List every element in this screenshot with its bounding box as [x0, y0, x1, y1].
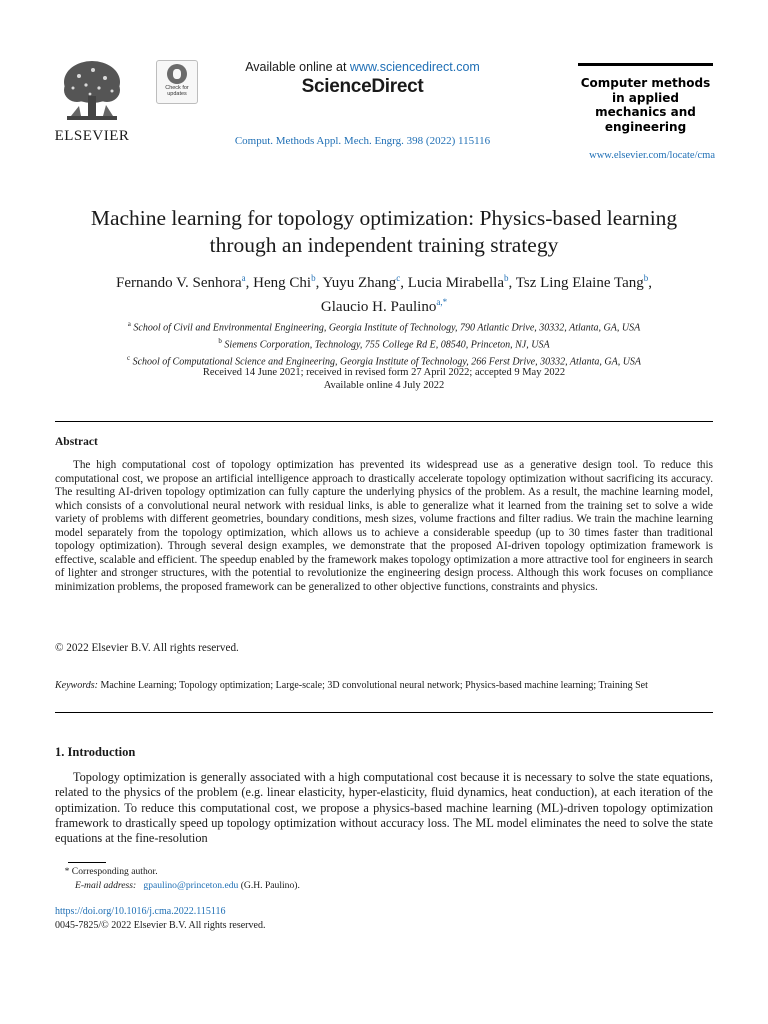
author-name[interactable]: Tsz Ling Elaine Tang	[515, 275, 644, 291]
abstract-heading: Abstract	[55, 436, 98, 448]
sciencedirect-wordmark: ScienceDirect	[301, 76, 424, 97]
elsevier-tree-logo	[59, 58, 125, 126]
affiliations	[40, 318, 728, 368]
email-link[interactable]: gpaulino@princeton.edu	[143, 880, 239, 891]
author-affiliation-mark[interactable]: b	[311, 273, 316, 283]
author-affiliation-mark[interactable]: a,*	[436, 297, 448, 307]
affiliation-mark: a	[127, 320, 131, 328]
journal-title-line: Computer methods	[580, 76, 711, 90]
affiliation-text: School of Computational Science and Engineering, Georgia Institute of Technology, 266 Ferst Drive, 30332, Atlanta, GA, USA	[132, 355, 642, 367]
journal-title-line: in applied	[611, 90, 680, 105]
footnote-mark: *	[64, 866, 70, 877]
author-name[interactable]: Glaucio H. Paulino	[320, 299, 437, 315]
elsevier-logo	[52, 58, 132, 145]
journal-title-bar	[578, 63, 713, 66]
sciencedirect-link[interactable]: www.sciencedirect.com	[349, 60, 480, 74]
check-for-updates-badge[interactable]	[156, 60, 198, 104]
available-prefix: Available online at	[245, 60, 347, 74]
doi-link[interactable]: https://doi.org/10.1016/j.cma.2022.115116	[55, 906, 226, 917]
introduction-body: Topology optimization is generally associated with a high computational cost because it is necessary to solve the state equations, related to the physics of the problem (e.g. linear elasticity, hyper-elasticity, fluid dynamics, heat conduction), at each iteration of the optimization. To reduce this computational cost, we propose a physics-based machine learning (ML)-driven topology optimization framework to drastically speed up topology optimization without accuracy loss. The ML model eliminates the need to solve the state equations at the fine-resolution	[55, 770, 713, 846]
issn-copyright: 0045-7825/© 2022 Elsevier B.V. All rights reserved.	[55, 920, 266, 931]
elsevier-wordmark: ELSEVIER	[54, 128, 130, 144]
author-name[interactable]: Yuyu Zhang	[322, 275, 397, 291]
received-dates: Received 14 June 2021; received in revised form 27 April 2022; accepted 9 May 2022	[202, 367, 566, 378]
author-list: Fernando V. Senhora$^a$, Heng Chi$^b$, Yuyu Zhang$^c$, Lucia Mirabella$^b$, Tsz Ling Elaine Tang$^b$, Glaucio H. Paulino$^{a,*}$	[115, 273, 653, 315]
author-affiliation-mark[interactable]: c	[396, 273, 401, 283]
abstract-body: The high computational cost of topology optimization has prevented its widespread use as a generative design tool. To reduce this computational cost, we propose an artificial intelligence approach to drastically accelerate topology optimization without sacrificing its accuracy. The resulting AI-driven topology optimization can fully capture the underlying physics of the problem. As a result, the machine learning model, which consists of a convolutional neural network with residual links, is able to generalize what it learned from the training set to solve a wide variety of problems with different geometries, boundary conditions, mesh sizes, volume fractions and filter radius. We train the machine learning model separately from the topology optimization, which allows us to achieve a considerable speedup (up to 30 times faster than traditional topology optimization). Through several design examples, we demonstrate that the proposed AI-driven topology optimization framework is effective, scalable and efficient. The speedup enabled by the framework makes topology optimization a more attractive tool for engineers in search of lighter and stronger structures, with the potential to revolutionize the engineering design process. Although this work focuses on compliance minimization problems, the proposed framework can be generalized to other objective functions, constraints and physics.	[55, 459, 713, 593]
check-for-updates-icon	[167, 64, 187, 84]
journal-url-link[interactable]: www.elsevier.com/locate/cma	[589, 150, 715, 161]
footnote-corresponding-text: Corresponding author.	[71, 866, 158, 877]
affiliation-mark: c	[126, 353, 131, 362]
article-title	[40, 205, 728, 259]
author-affiliation-mark[interactable]: a	[241, 273, 246, 283]
keywords	[55, 680, 713, 693]
keywords-text: Machine Learning; Topology optimization; Large-scale; 3D convolutional neural network; Physics-based machine learning; Training Set	[100, 680, 648, 691]
author-name[interactable]: Lucia Mirabella	[407, 275, 505, 291]
footnote-rule	[68, 862, 106, 863]
author-name[interactable]: Fernando V. Senhora	[115, 275, 242, 291]
affiliation-text: School of Civil and Environmental Engineering, Georgia Institute of Technology, 790 Atlantic Drive, 30332, Atlanta, GA, USA	[133, 322, 641, 334]
affiliation-item	[40, 318, 728, 335]
journal-title-line: mechanics and	[595, 105, 696, 119]
citation-line[interactable]: Comput. Methods Appl. Mech. Engrg. 398 (2022) 115116	[234, 135, 491, 147]
available-online-date: Available online 4 July 2022	[323, 380, 445, 391]
email-label: E-mail address:	[75, 880, 137, 891]
email-suffix: (G.H. Paulino).	[240, 880, 300, 891]
journal-title	[578, 76, 713, 134]
author-affiliation-mark[interactable]: b	[504, 273, 509, 283]
article-title-line1: Machine learning for topology optimization: Physics-based learning	[90, 206, 678, 230]
divider-bottom	[55, 712, 713, 713]
divider-top	[55, 421, 713, 422]
article-title-line2: through an independent training strategy	[209, 233, 559, 257]
keywords-label: Keywords:	[55, 680, 98, 691]
article-history	[40, 366, 728, 392]
footnote-email	[75, 880, 300, 891]
affiliation-mark: b	[218, 336, 222, 345]
footnote-corresponding	[55, 866, 158, 877]
affiliation-text: Siemens Corporation, Technology, 755 College Rd E, 08540, Princeton, NJ, USA	[224, 339, 550, 351]
affiliation-item	[40, 335, 728, 352]
section-heading-introduction: 1. Introduction	[55, 745, 136, 759]
author-name[interactable]: Heng Chi	[253, 275, 312, 291]
journal-title-line: engineering	[604, 119, 687, 134]
check-for-updates-label: Check for updates	[165, 85, 189, 97]
available-online-line	[230, 60, 495, 74]
abstract-copyright: © 2022 Elsevier B.V. All rights reserved.	[55, 642, 239, 654]
author-affiliation-mark[interactable]: b	[643, 273, 649, 283]
